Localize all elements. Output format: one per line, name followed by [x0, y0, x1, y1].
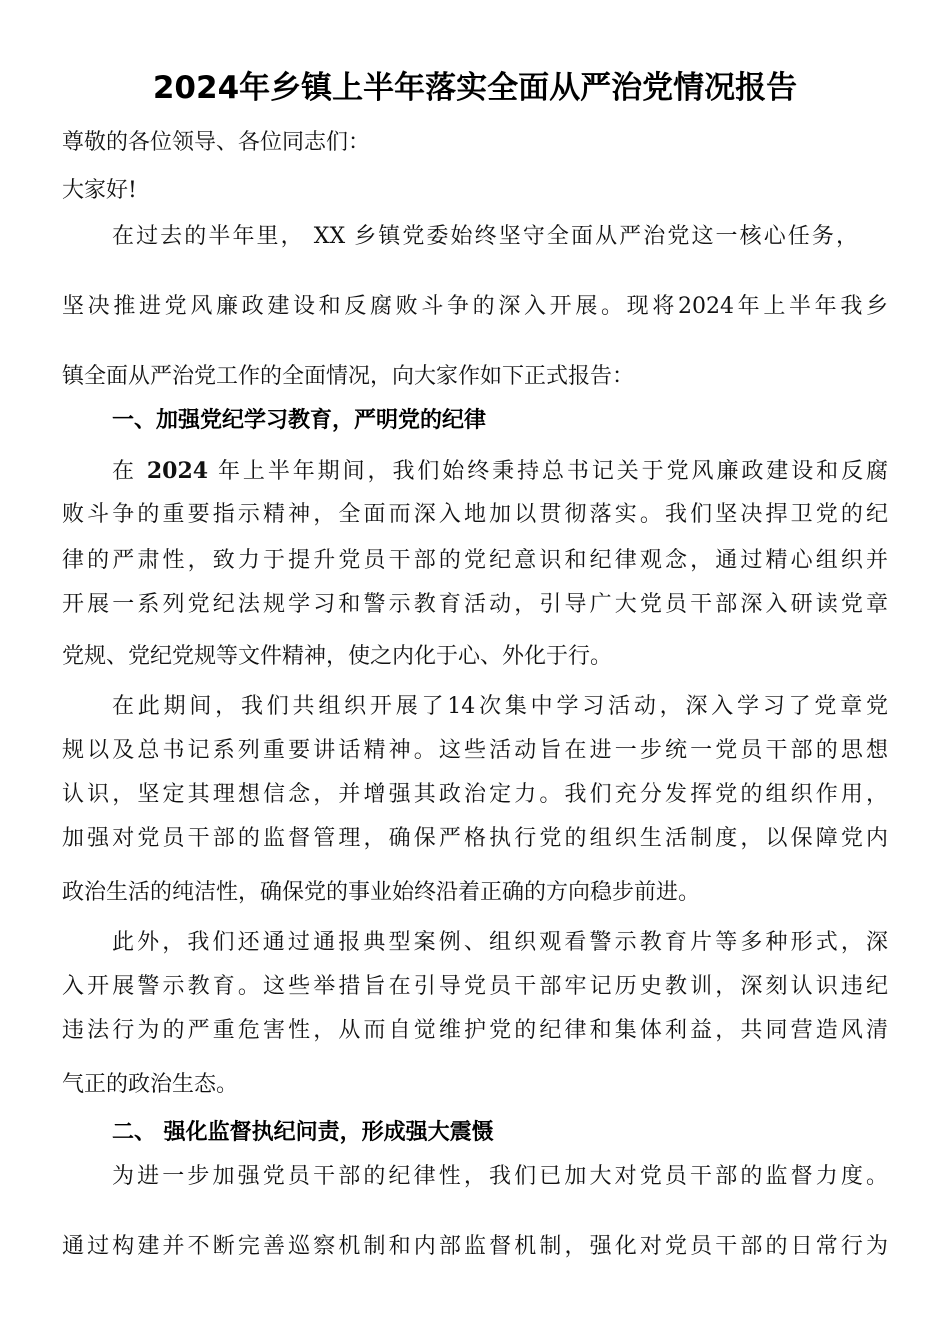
section2-p1-line-1: 为进一步加强党员干部的纪律性，我们已加大对党员干部的监督力度。: [112, 1164, 888, 1189]
greeting: 大家好!: [62, 178, 137, 203]
section1-p2-line-1: 在此期间，我们共组织开展了14次集中学习活动，深入学习了党章党: [112, 694, 888, 719]
intro-line-1: 在过去的半年里， XX 乡镇党委始终坚守全面从严治党这一核心任务，: [112, 224, 858, 249]
p1-year: 2024: [146, 458, 209, 484]
p1-lead-a: 在: [112, 459, 147, 484]
section1-p1-line-3: 律的严肃性，致力于提升党员干部的党纪意识和纪律观念，通过精心组织并: [62, 548, 888, 573]
section1-p1-line-1: [112, 456, 888, 487]
section1-p3-line-2: 入开展警示教育。这些举措旨在引导党员干部牢记历史教训，深刻认识违纪: [62, 974, 888, 999]
section1-p1-line-5: 党规、党纪党规等文件精神，使之内化于心、外化于行。: [62, 644, 613, 669]
section1-p2-line-5: 政治生活的纯洁性，确保党的事业始终沿着正确的方向稳步前进。: [62, 880, 701, 905]
intro-line-2: 坚决推进党风廉政建设和反腐败斗争的深入开展。现将2024年上半年我乡: [62, 294, 888, 319]
document-title: 2024年乡镇上半年落实全面从严治党情况报告: [152, 70, 798, 106]
section1-heading: 一、加强党纪学习教育，严明党的纪律: [112, 408, 487, 433]
salutation: 尊敬的各位领导、各位同志们：: [62, 130, 371, 155]
section1-p2-line-4: 加强对党员干部的监督管理，确保严格执行党的组织生活制度，以保障党内: [62, 826, 888, 851]
section1-p2-line-2: 规以及总书记系列重要讲话精神。这些活动旨在进一步统一党员干部的思想: [62, 738, 888, 763]
section2-p1-line-2: 通过构建并不断完善巡察机制和内部监督机制，强化对党员干部的日常行为: [62, 1234, 888, 1259]
p1-lead-b: 年上半年期间，我们始终秉持总书记关于党风廉政建设和反腐: [208, 459, 888, 484]
intro-line-3: 镇全面从严治党工作的全面情况，向大家作如下正式报告：: [62, 364, 635, 389]
section1-p2-line-3: 认识，坚定其理想信念，并增强其政治定力。我们充分发挥党的组织作用，: [62, 782, 888, 807]
section1-p3-line-1: 此外，我们还通过通报典型案例、组织观看警示教育片等多种形式，深: [112, 930, 888, 955]
section1-p3-line-3: 违法行为的严重危害性，从而自觉维护党的纪律和集体利益，共同营造风清: [62, 1018, 888, 1043]
section1-p1-line-2: 败斗争的重要指示精神，全面而深入地加以贯彻落实。我们坚决捍卫党的纪: [62, 502, 888, 527]
section1-p1-line-4: 开展一系列党纪法规学习和警示教育活动，引导广大党员干部深入研读党章: [62, 592, 888, 617]
section2-heading: 二、 强化监督执纪问责，形成强大震慑: [112, 1120, 494, 1145]
section1-p3-line-4: 气正的政治生态。: [62, 1072, 239, 1097]
